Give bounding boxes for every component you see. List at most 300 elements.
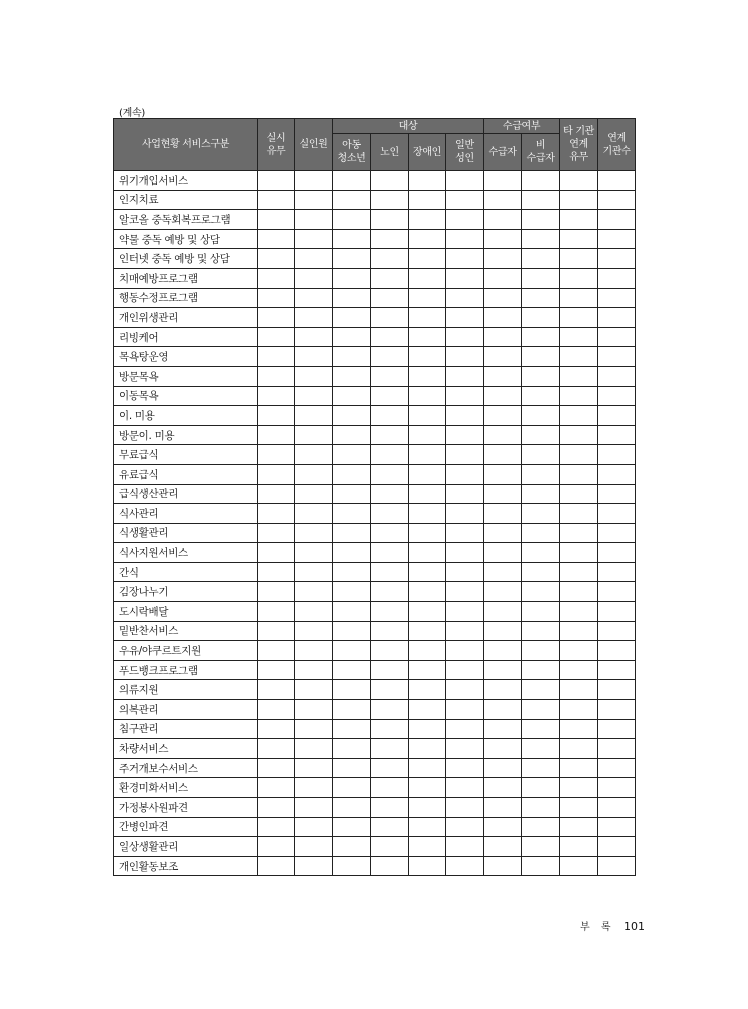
entry-cell[interactable] — [598, 308, 636, 328]
entry-cell[interactable] — [484, 758, 522, 778]
entry-cell[interactable] — [295, 229, 333, 249]
entry-cell[interactable] — [371, 739, 409, 759]
entry-cell[interactable] — [409, 680, 446, 700]
entry-cell[interactable] — [371, 464, 409, 484]
entry-cell[interactable] — [409, 621, 446, 641]
entry-cell[interactable] — [258, 660, 295, 680]
entry-cell[interactable] — [522, 406, 560, 426]
entry-cell[interactable] — [409, 602, 446, 622]
entry-cell[interactable] — [598, 406, 636, 426]
entry-cell[interactable] — [295, 837, 333, 857]
entry-cell[interactable] — [371, 171, 409, 191]
entry-cell[interactable] — [484, 347, 522, 367]
entry-cell[interactable] — [409, 347, 446, 367]
entry-cell[interactable] — [522, 484, 560, 504]
entry-cell[interactable] — [258, 523, 295, 543]
entry-cell[interactable] — [560, 562, 598, 582]
entry-cell[interactable] — [560, 680, 598, 700]
entry-cell[interactable] — [258, 347, 295, 367]
entry-cell[interactable] — [484, 641, 522, 661]
entry-cell[interactable] — [409, 856, 446, 876]
entry-cell[interactable] — [409, 327, 446, 347]
entry-cell[interactable] — [409, 798, 446, 818]
entry-cell[interactable] — [409, 504, 446, 524]
entry-cell[interactable] — [560, 484, 598, 504]
entry-cell[interactable] — [333, 856, 371, 876]
entry-cell[interactable] — [598, 366, 636, 386]
entry-cell[interactable] — [522, 798, 560, 818]
entry-cell[interactable] — [484, 817, 522, 837]
entry-cell[interactable] — [484, 406, 522, 426]
entry-cell[interactable] — [258, 386, 295, 406]
entry-cell[interactable] — [295, 171, 333, 191]
entry-cell[interactable] — [333, 366, 371, 386]
entry-cell[interactable] — [598, 249, 636, 269]
entry-cell[interactable] — [409, 562, 446, 582]
entry-cell[interactable] — [446, 445, 484, 465]
entry-cell[interactable] — [522, 523, 560, 543]
entry-cell[interactable] — [409, 484, 446, 504]
entry-cell[interactable] — [522, 582, 560, 602]
entry-cell[interactable] — [371, 484, 409, 504]
entry-cell[interactable] — [560, 308, 598, 328]
entry-cell[interactable] — [258, 641, 295, 661]
entry-cell[interactable] — [522, 660, 560, 680]
entry-cell[interactable] — [522, 602, 560, 622]
entry-cell[interactable] — [409, 366, 446, 386]
entry-cell[interactable] — [598, 856, 636, 876]
entry-cell[interactable] — [446, 582, 484, 602]
entry-cell[interactable] — [333, 347, 371, 367]
entry-cell[interactable] — [484, 680, 522, 700]
entry-cell[interactable] — [560, 543, 598, 563]
entry-cell[interactable] — [598, 229, 636, 249]
entry-cell[interactable] — [598, 327, 636, 347]
entry-cell[interactable] — [598, 268, 636, 288]
entry-cell[interactable] — [258, 719, 295, 739]
entry-cell[interactable] — [560, 621, 598, 641]
entry-cell[interactable] — [295, 700, 333, 720]
entry-cell[interactable] — [333, 445, 371, 465]
entry-cell[interactable] — [409, 308, 446, 328]
entry-cell[interactable] — [295, 445, 333, 465]
entry-cell[interactable] — [446, 778, 484, 798]
entry-cell[interactable] — [446, 602, 484, 622]
entry-cell[interactable] — [258, 484, 295, 504]
entry-cell[interactable] — [522, 504, 560, 524]
entry-cell[interactable] — [484, 425, 522, 445]
entry-cell[interactable] — [446, 288, 484, 308]
entry-cell[interactable] — [258, 621, 295, 641]
entry-cell[interactable] — [446, 210, 484, 230]
entry-cell[interactable] — [446, 680, 484, 700]
entry-cell[interactable] — [295, 719, 333, 739]
entry-cell[interactable] — [446, 621, 484, 641]
entry-cell[interactable] — [295, 386, 333, 406]
entry-cell[interactable] — [258, 406, 295, 426]
entry-cell[interactable] — [598, 210, 636, 230]
entry-cell[interactable] — [333, 602, 371, 622]
entry-cell[interactable] — [371, 210, 409, 230]
entry-cell[interactable] — [598, 484, 636, 504]
entry-cell[interactable] — [295, 562, 333, 582]
entry-cell[interactable] — [333, 308, 371, 328]
entry-cell[interactable] — [295, 641, 333, 661]
entry-cell[interactable] — [371, 268, 409, 288]
entry-cell[interactable] — [371, 641, 409, 661]
entry-cell[interactable] — [484, 229, 522, 249]
entry-cell[interactable] — [522, 229, 560, 249]
entry-cell[interactable] — [446, 719, 484, 739]
entry-cell[interactable] — [484, 739, 522, 759]
entry-cell[interactable] — [484, 190, 522, 210]
entry-cell[interactable] — [484, 602, 522, 622]
entry-cell[interactable] — [484, 543, 522, 563]
entry-cell[interactable] — [371, 582, 409, 602]
entry-cell[interactable] — [258, 288, 295, 308]
entry-cell[interactable] — [333, 837, 371, 857]
entry-cell[interactable] — [484, 798, 522, 818]
entry-cell[interactable] — [333, 543, 371, 563]
entry-cell[interactable] — [258, 856, 295, 876]
entry-cell[interactable] — [522, 445, 560, 465]
entry-cell[interactable] — [333, 249, 371, 269]
entry-cell[interactable] — [333, 268, 371, 288]
entry-cell[interactable] — [371, 798, 409, 818]
entry-cell[interactable] — [446, 856, 484, 876]
entry-cell[interactable] — [258, 680, 295, 700]
entry-cell[interactable] — [598, 562, 636, 582]
entry-cell[interactable] — [371, 602, 409, 622]
entry-cell[interactable] — [258, 798, 295, 818]
entry-cell[interactable] — [295, 817, 333, 837]
entry-cell[interactable] — [409, 739, 446, 759]
entry-cell[interactable] — [560, 700, 598, 720]
entry-cell[interactable] — [333, 817, 371, 837]
entry-cell[interactable] — [560, 798, 598, 818]
entry-cell[interactable] — [522, 778, 560, 798]
entry-cell[interactable] — [522, 386, 560, 406]
entry-cell[interactable] — [409, 817, 446, 837]
entry-cell[interactable] — [258, 739, 295, 759]
entry-cell[interactable] — [598, 543, 636, 563]
entry-cell[interactable] — [560, 445, 598, 465]
entry-cell[interactable] — [333, 171, 371, 191]
entry-cell[interactable] — [560, 523, 598, 543]
entry-cell[interactable] — [295, 366, 333, 386]
entry-cell[interactable] — [560, 425, 598, 445]
entry-cell[interactable] — [371, 445, 409, 465]
entry-cell[interactable] — [446, 562, 484, 582]
entry-cell[interactable] — [258, 249, 295, 269]
entry-cell[interactable] — [295, 856, 333, 876]
entry-cell[interactable] — [258, 327, 295, 347]
entry-cell[interactable] — [371, 680, 409, 700]
entry-cell[interactable] — [371, 249, 409, 269]
entry-cell[interactable] — [295, 406, 333, 426]
entry-cell[interactable] — [560, 837, 598, 857]
entry-cell[interactable] — [484, 327, 522, 347]
entry-cell[interactable] — [598, 719, 636, 739]
entry-cell[interactable] — [560, 171, 598, 191]
entry-cell[interactable] — [371, 562, 409, 582]
entry-cell[interactable] — [560, 660, 598, 680]
entry-cell[interactable] — [371, 366, 409, 386]
entry-cell[interactable] — [409, 386, 446, 406]
entry-cell[interactable] — [484, 856, 522, 876]
entry-cell[interactable] — [484, 660, 522, 680]
entry-cell[interactable] — [522, 347, 560, 367]
entry-cell[interactable] — [560, 758, 598, 778]
entry-cell[interactable] — [598, 758, 636, 778]
entry-cell[interactable] — [333, 700, 371, 720]
entry-cell[interactable] — [560, 268, 598, 288]
entry-cell[interactable] — [446, 425, 484, 445]
entry-cell[interactable] — [446, 641, 484, 661]
entry-cell[interactable] — [258, 582, 295, 602]
entry-cell[interactable] — [560, 327, 598, 347]
entry-cell[interactable] — [258, 778, 295, 798]
entry-cell[interactable] — [484, 386, 522, 406]
entry-cell[interactable] — [295, 210, 333, 230]
entry-cell[interactable] — [522, 288, 560, 308]
entry-cell[interactable] — [409, 288, 446, 308]
entry-cell[interactable] — [371, 856, 409, 876]
entry-cell[interactable] — [484, 504, 522, 524]
entry-cell[interactable] — [371, 386, 409, 406]
entry-cell[interactable] — [258, 602, 295, 622]
entry-cell[interactable] — [522, 719, 560, 739]
entry-cell[interactable] — [598, 582, 636, 602]
entry-cell[interactable] — [446, 543, 484, 563]
entry-cell[interactable] — [333, 562, 371, 582]
entry-cell[interactable] — [522, 366, 560, 386]
entry-cell[interactable] — [598, 190, 636, 210]
entry-cell[interactable] — [409, 464, 446, 484]
entry-cell[interactable] — [295, 464, 333, 484]
entry-cell[interactable] — [333, 680, 371, 700]
entry-cell[interactable] — [560, 366, 598, 386]
entry-cell[interactable] — [560, 641, 598, 661]
entry-cell[interactable] — [446, 484, 484, 504]
entry-cell[interactable] — [409, 543, 446, 563]
entry-cell[interactable] — [409, 445, 446, 465]
entry-cell[interactable] — [598, 680, 636, 700]
entry-cell[interactable] — [522, 308, 560, 328]
entry-cell[interactable] — [409, 425, 446, 445]
entry-cell[interactable] — [522, 856, 560, 876]
entry-cell[interactable] — [409, 190, 446, 210]
entry-cell[interactable] — [522, 700, 560, 720]
entry-cell[interactable] — [560, 856, 598, 876]
entry-cell[interactable] — [598, 464, 636, 484]
entry-cell[interactable] — [409, 406, 446, 426]
entry-cell[interactable] — [409, 700, 446, 720]
entry-cell[interactable] — [598, 288, 636, 308]
entry-cell[interactable] — [371, 406, 409, 426]
entry-cell[interactable] — [522, 210, 560, 230]
entry-cell[interactable] — [333, 229, 371, 249]
entry-cell[interactable] — [446, 758, 484, 778]
entry-cell[interactable] — [484, 719, 522, 739]
entry-cell[interactable] — [446, 504, 484, 524]
entry-cell[interactable] — [560, 602, 598, 622]
entry-cell[interactable] — [484, 778, 522, 798]
entry-cell[interactable] — [484, 484, 522, 504]
entry-cell[interactable] — [333, 739, 371, 759]
entry-cell[interactable] — [409, 719, 446, 739]
entry-cell[interactable] — [598, 504, 636, 524]
entry-cell[interactable] — [522, 543, 560, 563]
entry-cell[interactable] — [258, 562, 295, 582]
entry-cell[interactable] — [371, 347, 409, 367]
entry-cell[interactable] — [598, 445, 636, 465]
entry-cell[interactable] — [598, 641, 636, 661]
entry-cell[interactable] — [446, 366, 484, 386]
entry-cell[interactable] — [333, 386, 371, 406]
entry-cell[interactable] — [484, 621, 522, 641]
entry-cell[interactable] — [409, 229, 446, 249]
entry-cell[interactable] — [371, 700, 409, 720]
entry-cell[interactable] — [409, 758, 446, 778]
entry-cell[interactable] — [560, 719, 598, 739]
entry-cell[interactable] — [484, 700, 522, 720]
entry-cell[interactable] — [258, 445, 295, 465]
entry-cell[interactable] — [333, 406, 371, 426]
entry-cell[interactable] — [560, 347, 598, 367]
entry-cell[interactable] — [484, 837, 522, 857]
entry-cell[interactable] — [371, 288, 409, 308]
entry-cell[interactable] — [522, 837, 560, 857]
entry-cell[interactable] — [295, 249, 333, 269]
entry-cell[interactable] — [446, 190, 484, 210]
entry-cell[interactable] — [446, 798, 484, 818]
entry-cell[interactable] — [484, 210, 522, 230]
entry-cell[interactable] — [409, 268, 446, 288]
entry-cell[interactable] — [522, 680, 560, 700]
entry-cell[interactable] — [333, 210, 371, 230]
entry-cell[interactable] — [258, 210, 295, 230]
entry-cell[interactable] — [522, 562, 560, 582]
entry-cell[interactable] — [295, 347, 333, 367]
entry-cell[interactable] — [446, 327, 484, 347]
entry-cell[interactable] — [446, 386, 484, 406]
entry-cell[interactable] — [295, 523, 333, 543]
entry-cell[interactable] — [409, 641, 446, 661]
entry-cell[interactable] — [598, 798, 636, 818]
entry-cell[interactable] — [295, 680, 333, 700]
entry-cell[interactable] — [522, 641, 560, 661]
entry-cell[interactable] — [295, 621, 333, 641]
entry-cell[interactable] — [333, 288, 371, 308]
entry-cell[interactable] — [484, 288, 522, 308]
entry-cell[interactable] — [333, 660, 371, 680]
entry-cell[interactable] — [295, 582, 333, 602]
entry-cell[interactable] — [295, 190, 333, 210]
entry-cell[interactable] — [333, 758, 371, 778]
entry-cell[interactable] — [409, 523, 446, 543]
entry-cell[interactable] — [333, 464, 371, 484]
entry-cell[interactable] — [598, 602, 636, 622]
entry-cell[interactable] — [598, 523, 636, 543]
entry-cell[interactable] — [333, 425, 371, 445]
entry-cell[interactable] — [258, 268, 295, 288]
entry-cell[interactable] — [598, 386, 636, 406]
entry-cell[interactable] — [295, 504, 333, 524]
entry-cell[interactable] — [258, 308, 295, 328]
entry-cell[interactable] — [295, 739, 333, 759]
entry-cell[interactable] — [295, 778, 333, 798]
entry-cell[interactable] — [295, 288, 333, 308]
entry-cell[interactable] — [371, 778, 409, 798]
entry-cell[interactable] — [371, 504, 409, 524]
entry-cell[interactable] — [258, 464, 295, 484]
entry-cell[interactable] — [522, 739, 560, 759]
entry-cell[interactable] — [258, 425, 295, 445]
entry-cell[interactable] — [258, 504, 295, 524]
entry-cell[interactable] — [409, 778, 446, 798]
entry-cell[interactable] — [333, 523, 371, 543]
entry-cell[interactable] — [295, 268, 333, 288]
entry-cell[interactable] — [598, 837, 636, 857]
entry-cell[interactable] — [560, 817, 598, 837]
entry-cell[interactable] — [598, 700, 636, 720]
entry-cell[interactable] — [409, 249, 446, 269]
entry-cell[interactable] — [446, 660, 484, 680]
entry-cell[interactable] — [522, 268, 560, 288]
entry-cell[interactable] — [333, 621, 371, 641]
entry-cell[interactable] — [522, 249, 560, 269]
entry-cell[interactable] — [598, 425, 636, 445]
entry-cell[interactable] — [258, 817, 295, 837]
entry-cell[interactable] — [333, 504, 371, 524]
entry-cell[interactable] — [560, 288, 598, 308]
entry-cell[interactable] — [522, 758, 560, 778]
entry-cell[interactable] — [371, 817, 409, 837]
entry-cell[interactable] — [371, 837, 409, 857]
entry-cell[interactable] — [446, 229, 484, 249]
entry-cell[interactable] — [258, 190, 295, 210]
entry-cell[interactable] — [333, 719, 371, 739]
entry-cell[interactable] — [560, 739, 598, 759]
entry-cell[interactable] — [258, 366, 295, 386]
entry-cell[interactable] — [258, 700, 295, 720]
entry-cell[interactable] — [560, 582, 598, 602]
entry-cell[interactable] — [598, 660, 636, 680]
entry-cell[interactable] — [446, 406, 484, 426]
entry-cell[interactable] — [446, 308, 484, 328]
entry-cell[interactable] — [409, 660, 446, 680]
entry-cell[interactable] — [560, 464, 598, 484]
entry-cell[interactable] — [560, 210, 598, 230]
entry-cell[interactable] — [522, 425, 560, 445]
entry-cell[interactable] — [333, 778, 371, 798]
entry-cell[interactable] — [371, 327, 409, 347]
entry-cell[interactable] — [522, 464, 560, 484]
entry-cell[interactable] — [484, 523, 522, 543]
entry-cell[interactable] — [258, 171, 295, 191]
entry-cell[interactable] — [333, 582, 371, 602]
entry-cell[interactable] — [371, 190, 409, 210]
entry-cell[interactable] — [333, 327, 371, 347]
entry-cell[interactable] — [522, 190, 560, 210]
entry-cell[interactable] — [484, 366, 522, 386]
entry-cell[interactable] — [522, 817, 560, 837]
entry-cell[interactable] — [409, 582, 446, 602]
entry-cell[interactable] — [446, 523, 484, 543]
entry-cell[interactable] — [258, 543, 295, 563]
entry-cell[interactable] — [484, 445, 522, 465]
